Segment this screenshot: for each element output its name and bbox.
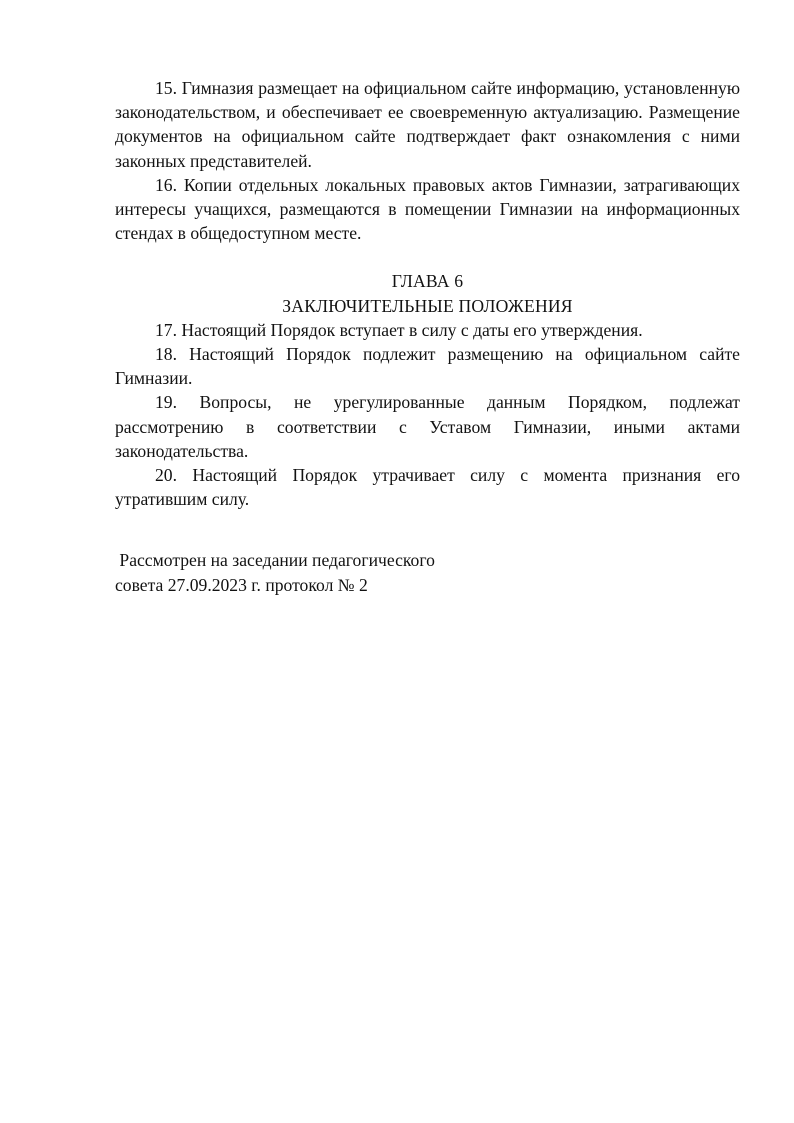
chapter-title: ГЛАВА 6 [391, 271, 464, 292]
paragraph-item-19: 19. Вопросы, не урегулированные данным Порядком, подлежат рассмотрению в соответствии с Уставом Гимназии, иными актами законодательства. [115, 392, 740, 461]
closing-line-council: Рассмотрен на заседании педагогического [115, 550, 435, 571]
paragraph-item-18: 18. Настоящий Порядок подлежит размещению на официальном сайте Гимназии. [115, 344, 740, 389]
paragraph-item-16: 16. Копии отдельных локальных правовых актов Гимназии, затрагивающих интересы учащихся, размещаются в помещении Гимназии на информационных стендах в общедоступном месте. [115, 174, 740, 244]
paragraph-item-20: 20. Настоящий Порядок утрачивает силу с момента признания его утратившим силу. [115, 465, 740, 510]
paragraph-item-15: 15. Гимназия размещает на официальном сайте информацию, установленную законодательством, и обеспечивает ее своевременную актуализацию. Размещение документов на официальном сайте подтверждает факт ознакомления с ними законных представителей. [115, 78, 740, 171]
chapter-subtitle: ЗАКЛЮЧИТЕЛЬНЫЕ ПОЛОЖЕНИЯ [282, 295, 573, 316]
document-body [115, 76, 740, 597]
closing-block [115, 548, 740, 596]
closing-line-protocol: совета 27.09.2023 г. протокол № 2 [115, 574, 368, 595]
paragraph-item-17: 17. Настоящий Порядок вступает в силу с даты его утверждения. [155, 319, 643, 340]
chapter-heading-block [115, 269, 740, 317]
